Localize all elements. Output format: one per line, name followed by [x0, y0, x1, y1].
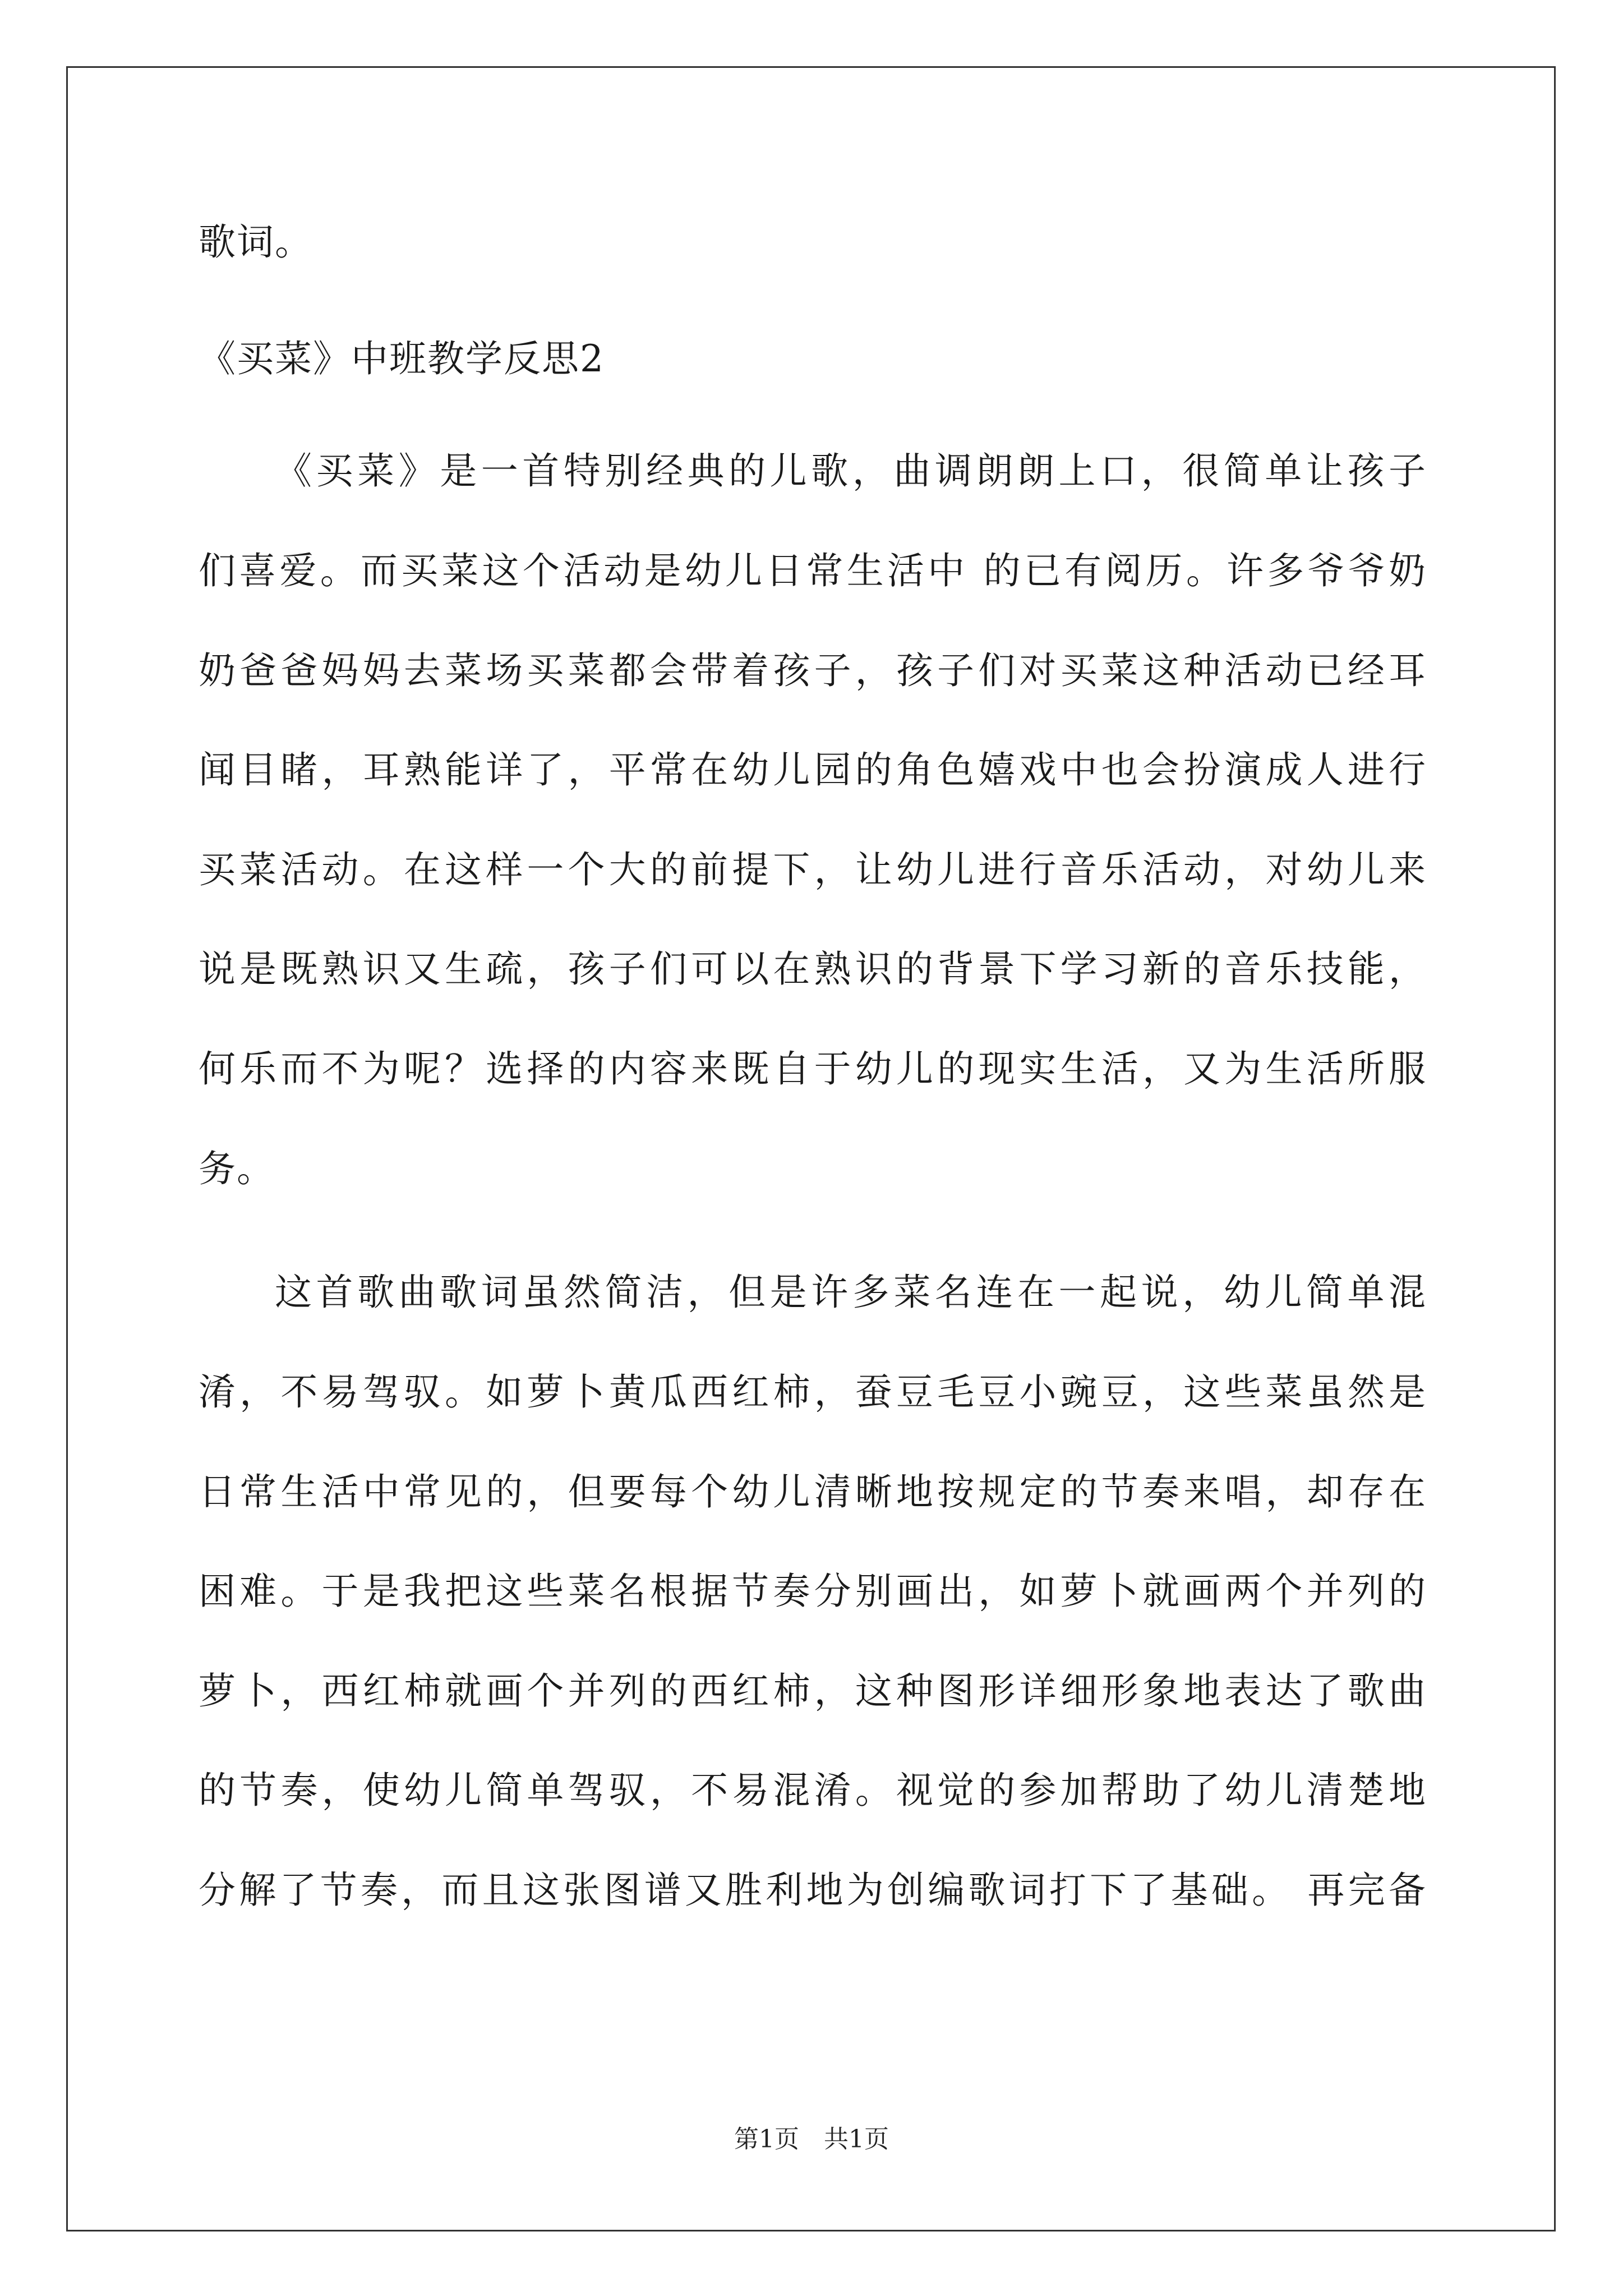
- paragraph-1-line-4: 闻目睹，耳熟能详了，平常在幼儿园的角色嬉戏中也会扮演成人进行: [199, 748, 1427, 792]
- paragraph-2-line-7: 分解了节奏，而且这张图谱又胜利地为创编歌词打下了基础。 再完备: [199, 1869, 1427, 1912]
- paragraph-1-line-3: 奶爸爸妈妈去菜场买菜都会带着孩子，孩子们对买菜这种活动已经耳: [199, 649, 1427, 692]
- text-line-continuation: 歌词。: [199, 220, 313, 264]
- paragraph-1-line-2: 们喜爱。而买菜这个活动是幼儿日常生活中 的已有阅历。许多爷爷奶: [199, 549, 1427, 592]
- paragraph-2-line-2: 淆，不易驾驭。如萝卜黄瓜西红柿，蚕豆毛豆小豌豆，这些菜虽然是: [199, 1370, 1427, 1414]
- paragraph-2-line-4: 困难。于是我把这些菜名根据节奏分别画出，如萝卜就画两个并列的: [199, 1570, 1427, 1613]
- paragraph-1-line-5: 买菜活动。在这样一个大的前提下，让幼儿进行音乐活动，对幼儿来: [199, 848, 1427, 891]
- paragraph-2-line-3: 日常生活中常见的，但要每个幼儿清晰地按规定的节奏来唱，却存在: [199, 1470, 1427, 1513]
- page-number-footer: 第1页 共1页: [734, 2125, 889, 2154]
- paragraph-1-line-7: 何乐而不为呢？选择的内容来既自于幼儿的现实生活，又为生活所服: [199, 1047, 1427, 1091]
- paragraph-2-line-6: 的节奏，使幼儿简单驾驭，不易混淆。视觉的参加帮助了幼儿清楚地: [199, 1769, 1427, 1812]
- paragraph-2-line-1: 这首歌曲歌词虽然简洁，但是许多菜名连在一起说，幼儿简单混: [275, 1271, 1427, 1314]
- paragraph-1-line-6: 说是既熟识又生疏，孩子们可以在熟识的背景下学习新的音乐技能，: [199, 947, 1427, 991]
- paragraph-1-line-1: 《买菜》是一首特别经典的儿歌，曲调朗朗上口，很简单让孩子: [275, 449, 1427, 493]
- section-heading: 《买菜》中班教学反思2: [199, 337, 605, 380]
- paragraph-2-line-5: 萝卜，西红柿就画个并列的西红柿，这种图形详细形象地表达了歌曲: [199, 1669, 1427, 1713]
- paragraph-1-line-8: 务。: [199, 1147, 275, 1190]
